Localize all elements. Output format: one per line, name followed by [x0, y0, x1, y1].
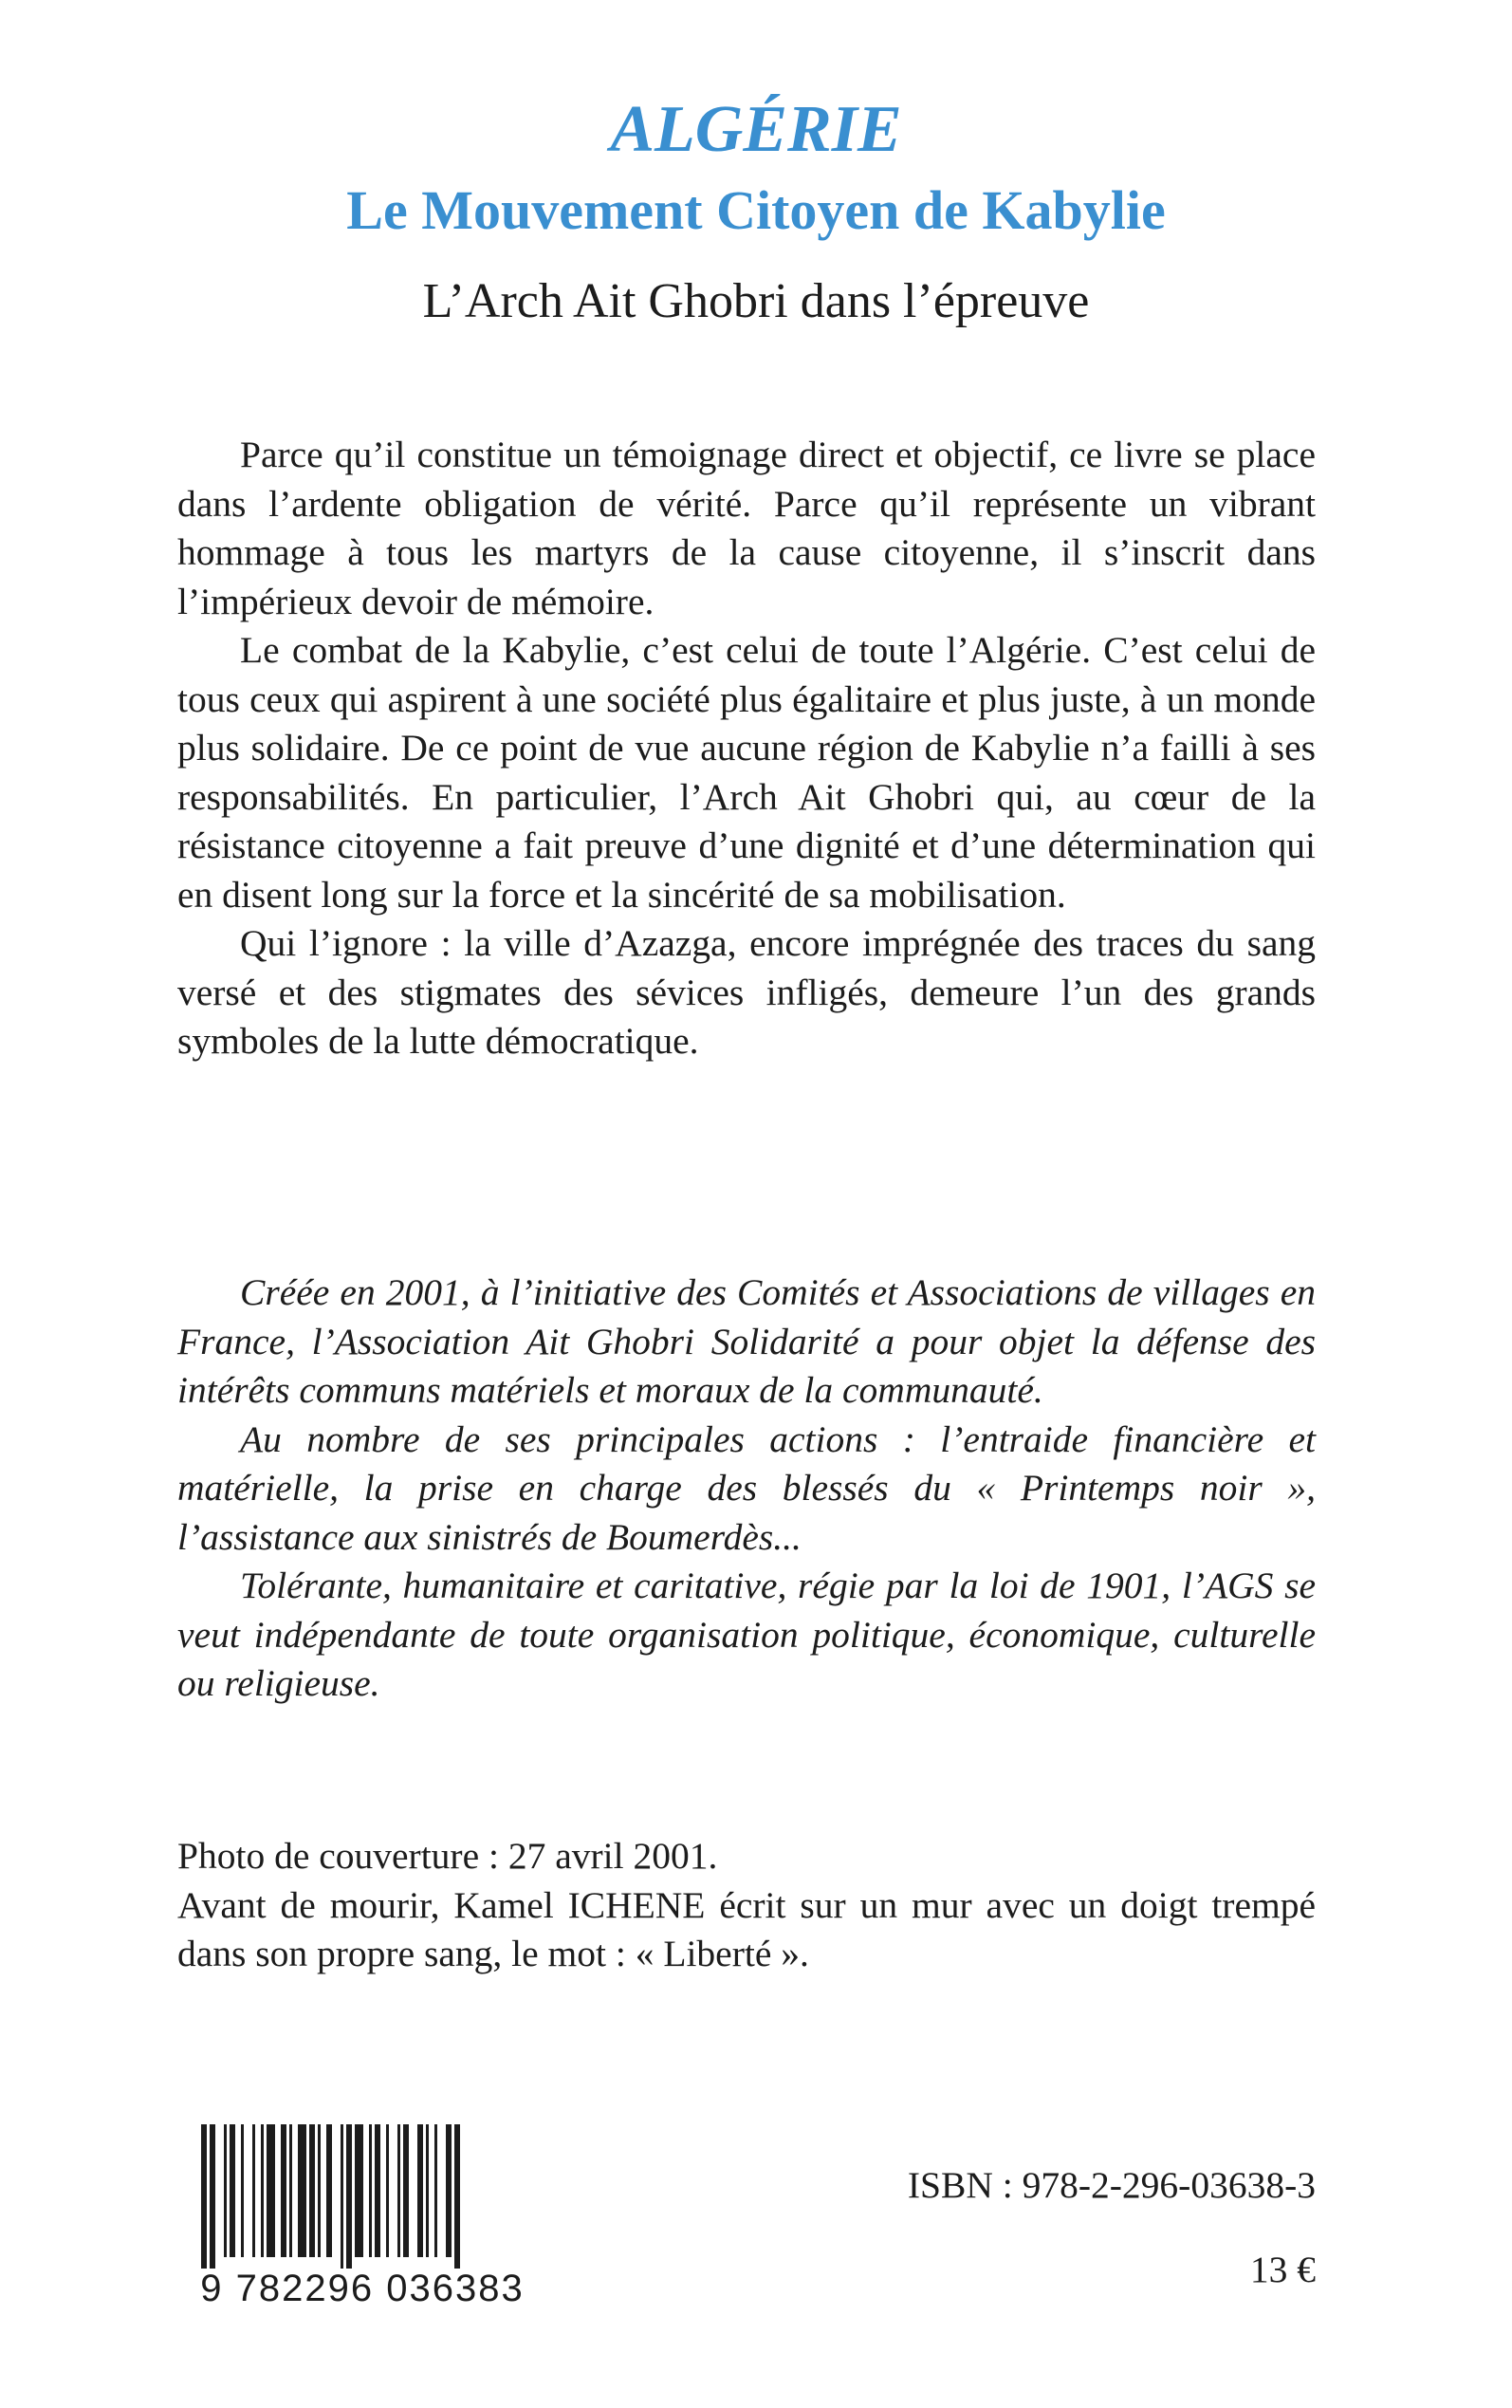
association-paragraph-3: Tolérante, humanitaire et caritative, régie par la loi de 1901, l’AGS se veut indépendante de toute organisation politique, économique, culturelle ou religieuse.	[177, 1565, 1316, 1704]
price-label: 13 €	[1249, 2249, 1316, 2290]
photo-credit	[177, 1832, 1316, 1979]
main-paragraph-3: Qui l’ignore : la ville d’Azazga, encore imprégnée des traces du sang versé et des stigmates des sévices infligés, demeure l’un des grands symboles de la lutte démocratique.	[177, 922, 1316, 1062]
barcode-bar	[318, 2124, 321, 2257]
barcode-bar	[346, 2124, 352, 2269]
barcode-bar	[397, 2124, 400, 2257]
isbn-barcode	[173, 2121, 552, 2306]
barcode-bar	[454, 2124, 460, 2269]
isbn-number: ISBN : 978-2-296-03638-3	[907, 2164, 1316, 2206]
barcode-bar	[201, 2124, 207, 2269]
barcode-bar	[369, 2124, 372, 2257]
barcode-digits: 9 782296 036383	[200, 2268, 525, 2306]
barcode-bar	[298, 2124, 306, 2257]
main-paragraph-1: Parce qu’il constitue un témoignage direct et objectif, ce livre se place dans l’ardente obligation de vérité. Parce qu’il représente un vibrant hommage à tous les martyrs de la cause citoyenne, il s’inscrit dans l’impérieux devoir de mémoire.	[177, 434, 1316, 622]
barcode-bar	[434, 2124, 437, 2257]
barcode-bar	[267, 2124, 275, 2257]
barcode-bar	[326, 2124, 332, 2257]
main-paragraph-2: Le combat de la Kabylie, c’est celui de toute l’Algérie. C’est celui de tous ceux qui aspirent à une société plus égalitaire et plus juste, à un monde plus solidaire. De ce point de vue aucune région de Kabylie n’a failli à ses responsabilités. En particulier, l’Arch Ait Ghobri qui, au cœur de la résistance citoyenne a fait preuve d’une dignité et d’une détermination qui en disent long sur la force et la sincérité de sa mobilisation.	[177, 629, 1316, 916]
photo-credit-line-2: Avant de mourir, Kamel ICHENE écrit sur un mur avec un doigt trempé dans son propre sang, le mot : « Liberté ».	[177, 1883, 1316, 1974]
book-subtitle: Le Mouvement Citoyen de Kabylie	[346, 179, 1166, 241]
barcode-bar	[289, 2124, 292, 2257]
barcode-bar	[386, 2124, 389, 2257]
barcode-bar	[309, 2124, 315, 2257]
photo-credit-line-1: Photo de couverture : 27 avril 2001.	[177, 1835, 718, 1877]
barcode-bar	[252, 2124, 255, 2257]
barcode-bar	[224, 2124, 227, 2257]
book-title: ALGÉRIE	[610, 93, 902, 166]
barcode-bar	[210, 2124, 215, 2269]
barcode-bar	[426, 2124, 429, 2257]
association-paragraph-2: Au nombre de ses principales actions : l’entraide financière et matérielle, la prise en charge des blessés du « Printemps noir », l’assistance aux sinistrés de Boumerdès...	[177, 1417, 1316, 1558]
barcode-bar	[241, 2124, 244, 2257]
barcode-bar	[355, 2124, 363, 2257]
barcode-bar	[446, 2124, 452, 2257]
barcode-bar	[403, 2124, 409, 2257]
association-paragraph-1: Créée en 2001, à l’initiative des Comités et Associations de villages en France, l’Association Ait Ghobri Solidarité a pour objet la défense des intérêts communs matériels et moraux de la communauté.	[177, 1271, 1316, 1411]
barcode-bar	[230, 2124, 235, 2257]
barcode-bar	[281, 2124, 286, 2257]
barcode-bar	[417, 2124, 423, 2257]
association-description	[177, 1269, 1316, 1709]
main-description	[177, 431, 1316, 1066]
barcode-bar	[375, 2124, 380, 2257]
barcode-bar	[261, 2124, 264, 2257]
barcode-bar	[341, 2124, 343, 2269]
book-tagline: L’Arch Ait Ghobri dans l’épreuve	[422, 274, 1090, 328]
